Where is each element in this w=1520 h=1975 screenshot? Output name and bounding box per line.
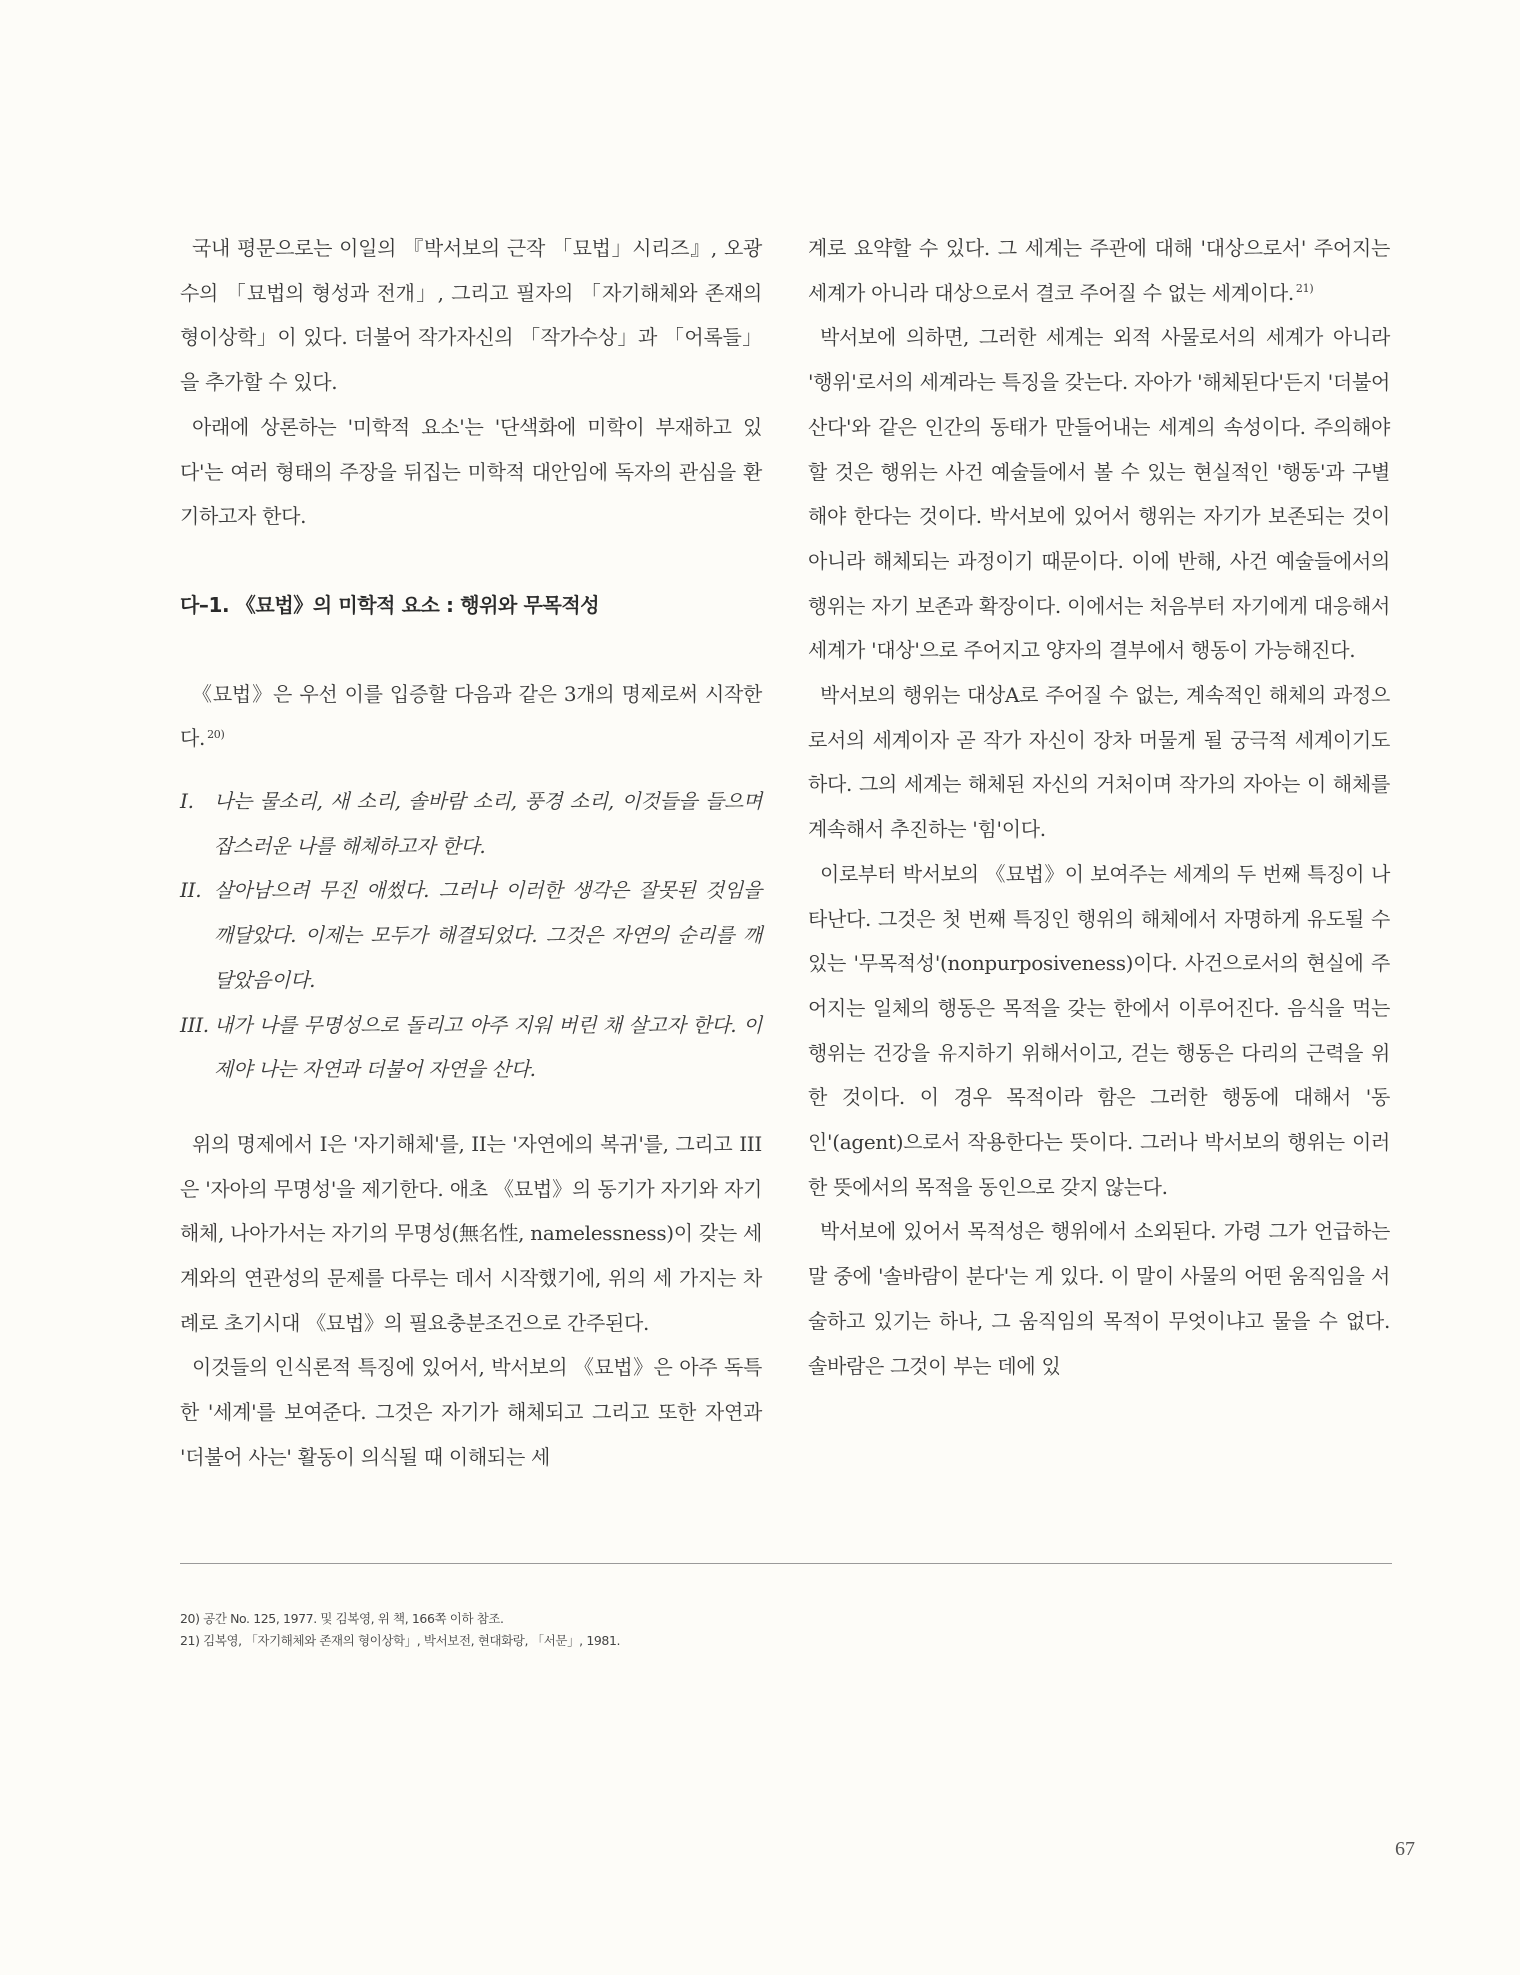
paragraph-nonpurposiveness: 이로부터 박서보의 《묘법》이 보여주는 세계의 두 번째 특징이 나타난다. 그것은 첫 번째 특징인 행위의 해체에서 자명하게 유도될 수 있는 '무목적성'(nonpurposiveness)이다. 사건으로서의 현실에 주어지는 일체의 행동은 목적을 갖는 한에서 이루어진다. 음식을 먹는 행위는 건강을 유지하기 위해서이고, 걷는 행동은 다리의 근력을 위한 것이다. 이 경우 목적이라 함은 그러한 행동에 대해서 '동인'(agent)으로서 작용한다는 뜻이다. 그러나 박서보의 행위는 이러한 뜻에서의 목적을 동인으로 갖지 않는다. [808, 861, 1390, 1199]
paragraph-world-summary [808, 226, 1390, 315]
page-number: 67 [1395, 1838, 1415, 1860]
proposition-text: 내가 나를 무명성으로 돌리고 아주 지워 버린 채 살고자 한다. 이제야 나는 자연과 더불어 자연을 산다. [214, 1012, 762, 1082]
proposition-3 [180, 1003, 762, 1092]
propositions-list [180, 779, 762, 1092]
paragraph-dissolution: 박서보의 행위는 대상A로 주어질 수 없는, 계속적인 해체의 과정으로서의 세계이자 곧 작가 자신이 장차 머물게 될 궁극적 세계이기도하다. 그의 세계는 해체된 자신의 거처이며 작가의 자아는 이 해체를 계속해서 추진하는 '힘'이다. [808, 683, 1390, 842]
right-column [808, 226, 1390, 1388]
paragraph-text: 《묘법》은 우선 이를 입증할 다음과 같은 3개의 명제로써 시작한다. [180, 681, 762, 751]
proposition-text: 살아남으려 무진 애썼다. 그러나 이러한 생각은 잘못된 것임을 깨달았다. 이제는 모두가 해결되었다. 그것은 자연의 순리를 깨달았음이다. [214, 878, 762, 992]
proposition-2 [180, 868, 762, 1002]
paragraph-propositions-analysis: 위의 명제에서 I은 '자기해체'를, II는 '자연에의 복귀'를, 그리고 III은 '자아의 무명성'을 제기한다. 애초 《묘법》의 동기가 자기와 자기 해체, 나아가서는 자기의 무명성(無名性, namelessness)이 갖는 세계와의 연관성의 문제를 다루는 데서 시작했기에, 위의 세 가지는 차례로 초기시대 《묘법》의 필요충분조건으로 간주된다. [180, 1131, 762, 1335]
footnote-20: 20) 공간 No. 125, 1977. 및 김복영, 위 책, 166쪽 이하 참조. [180, 1611, 504, 1626]
section-heading: 다–1. 《묘법》의 미학적 요소 : 행위와 무목적성 [180, 592, 600, 617]
footnote-ref-21[interactable]: 21) [1295, 282, 1314, 296]
paragraph-aesthetic-intro: 아래에 상론하는 '미학적 요소'는 '단색화에 미학이 부재하고 있다'는 여러 형태의 주장을 뒤집는 미학적 대안임에 독자의 관심을 환기하고자 한다. [180, 414, 762, 529]
paragraph-critiques: 국내 평문으로는 이일의 『박서보의 근작 「묘법」시리즈』, 오광수의 「묘법의 형성과 전개」, 그리고 필자의 「자기해체와 존재의 형이상학」이 있다. 더불어 작가자신의 「작가수상」과 「어록들」을 추가할 수 있다. [180, 236, 762, 395]
proposition-1 [180, 779, 762, 868]
paragraph-purpose-alienation: 박서보에 있어서 목적성은 행위에서 소외된다. 가령 그가 언급하는 말 중에 '솔바람이 분다'는 게 있다. 이 말이 사물의 어떤 움직임을 서술하고 있기는 하나, 그 움직임의 목적이 무엇이냐고 물을 수 없다. 솔바람은 그것이 부는 데에 있 [808, 1219, 1390, 1378]
proposition-number: I. [180, 789, 194, 814]
paragraph-action-world: 박서보에 의하면, 그러한 세계는 외적 사물로서의 세계가 아니라 '행위'로서의 세계라는 특징을 갖는다. 자아가 '해체된다'든지 '더불어 산다'와 같은 인간의 동태가 만들어내는 세계의 속성이다. 주의해야 할 것은 행위는 사건 예술들에서 볼 수 있는 현실적인 '행동'과 구별해야 한다는 것이다. 박서보에 있어서 행위는 자기가 보존되는 것이 아니라 해체되는 과정이기 때문이다. 이에 반해, 사건 예술들에서의 행위는 자기 보존과 확장이다. 이에서는 처음부터 자기에게 대응해서 세계가 '대상'으로 주어지고 양자의 결부에서 행동이 가능해진다. [808, 325, 1390, 663]
footnote-21: 21) 김복영, 「자기해체와 존재의 형이상학」, 박서보전, 현대화랑, 「서문」, 1981. [180, 1633, 621, 1648]
paragraph-text: 계로 요약할 수 있다. 그 세계는 주관에 대해 '대상으로서' 주어지는 세계가 아니라 대상으로서 결코 주어질 수 없는 세계이다. [808, 236, 1390, 305]
footnotes [180, 1608, 620, 1652]
proposition-number: II. [180, 878, 202, 903]
footnote-ref-20[interactable]: 20) [207, 727, 225, 741]
paragraph-epistemology: 이것들의 인식론적 특징에 있어서, 박서보의 《묘법》은 아주 독특한 '세계'를 보여준다. 그것은 자기가 해체되고 그리고 또한 자연과 '더불어 사는' 활동이 의식될 때 이해되는 세 [180, 1355, 762, 1469]
paragraph-propositions-intro [180, 672, 762, 761]
proposition-number: III. [180, 1012, 209, 1037]
proposition-text: 나는 물소리, 새 소리, 솔바람 소리, 풍경 소리, 이것들을 들으며 잡스러운 나를 해체하고자 한다. [214, 789, 762, 858]
left-column [180, 226, 762, 1480]
footnote-divider [180, 1563, 1392, 1564]
